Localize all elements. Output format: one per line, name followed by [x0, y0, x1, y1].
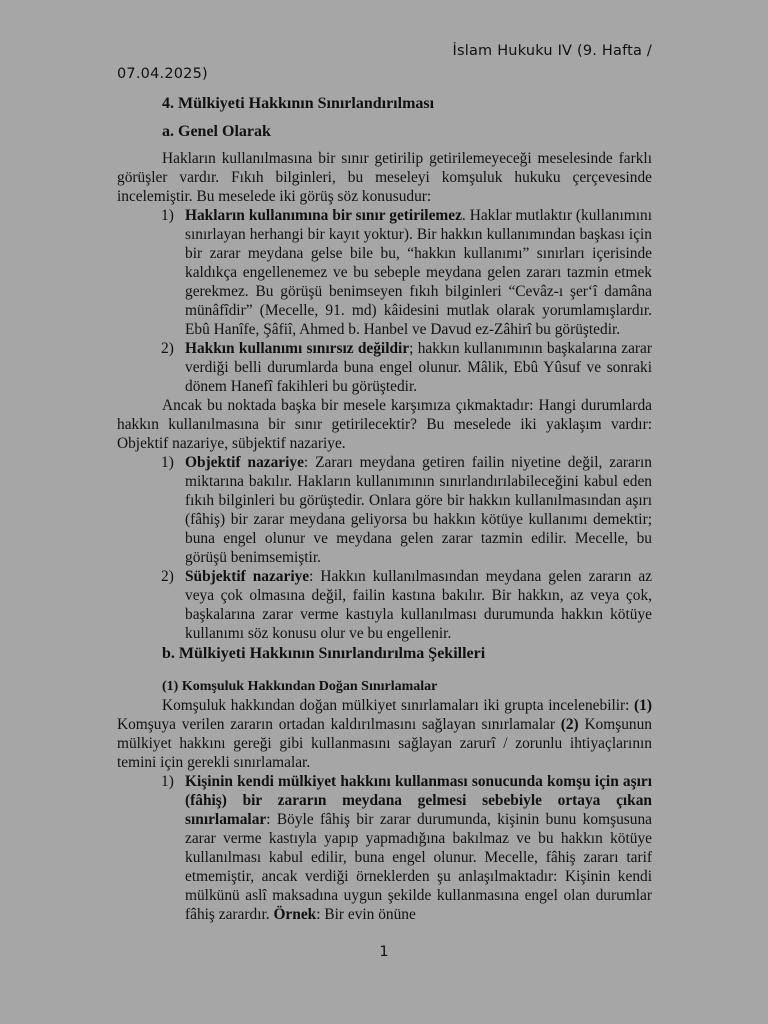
subsection-b-intro [117, 696, 652, 772]
list-number: 1) [161, 773, 174, 790]
list-item [161, 206, 652, 339]
intro-marker-1: (1) [634, 697, 652, 714]
list-item [161, 339, 652, 396]
list-number: 2) [161, 568, 174, 585]
list-item-bold: Kişinin kendi mülkiyet hakkını kullanması sonucunda komşu için aşırı (fâhiş) bir zararın meydana gelmesi sebebiyle ortaya çıkan sınırlamalar [185, 773, 652, 828]
subsection-a-intro: Hakların kullanılmasına bir sınır getirilip getirilemeyeceği meselesinde farklı görüşler vardır. Fıkıh bilginleri, bu meseleyi komşuluk hukuku çerçevesinde incelemiştir. Bu meselede iki görüş söz konusudur: [117, 150, 652, 205]
list-item [161, 772, 652, 924]
list-item [161, 567, 652, 643]
list-number: 1) [161, 207, 174, 224]
list-item-text: : Zararı meydana getiren failin niyetine değil, zararın miktarına bakılır. Hakların kullanımının sınırlandırılabileceğini kabul eden fıkıh bilginleri bu görüştedir. Onlara göre bir hakkın kullanılmasından aşırı (fâhiş) bir zarar meydana geliyorsa bu hakkın kötüye kullanımı demektir; buna engel olunur ve meydana gelen zarar tazmin edilir. Mecelle, bu görüşü benimsemiştir. [185, 454, 652, 566]
theories-list [117, 453, 652, 643]
example-label: Örnek [273, 906, 317, 923]
list-item-bold: Sübjektif nazariye [185, 568, 310, 585]
intro-text: Komşunun mülkiyet hakkını gereği gibi kullanmasını sağlayan zarurî / zorunlu ihtiyaçlarının temini için gerekli sınırlamalar. [117, 716, 652, 771]
intro-text: Komşuya verilen zararın ortadan kaldırılmasını sağlayan sınırlamalar [117, 716, 561, 733]
list-number: 1) [161, 454, 174, 471]
list-item-text: . Haklar mutlaktır (kullanımını sınırlayan herhangi bir kayıt yoktur). Bir hakkın kullanımından başkası için bir zarar meydana gelse bile bu, “hakkın kullanımı” sınırları içerisinde kaldıkça engellenemez ve bu sebeple meydana gelen zararı tazmin etmek gerekmez. Bu görüşü benimseyen fıkıh bilginleri “Cevâz-ı şer‘î damâna münâfîdir” (Mecelle, 91. md) kâidesini mutlak olarak yorumlamışlardır. Ebû Hanîfe, Şâfiî, Ahmed b. Hanbel ve Davud ez-Zâhirî bu görüştedir. [185, 207, 652, 338]
example-text: : Bir evin önüne [316, 906, 416, 923]
intro-marker-2: (2) [560, 716, 579, 733]
subsection-a-title: a. Genel Olarak [162, 123, 271, 140]
page-content [117, 93, 652, 924]
section-title: 4. Mülkiyeti Hakkının Sınırlandırılması [162, 95, 435, 112]
bridge-paragraph: Ancak bu noktada başka bir mesele karşımıza çıkmaktadır: Hangi durumlarda hakkın kullanılmasına bir sınır getirilecektir? Bu meselede iki yaklaşım vardır: Objektif nazariye, sübjektif nazariye. [117, 397, 652, 452]
intro-text: Komşuluk hakkından doğan mülkiyet sınırlamaları iki grupta incelenebilir: [162, 697, 635, 714]
list-item-text: : Böyle fâhiş bir zarar durumunda, kişinin bunu komşusuna zarar verme kastıyla yapıp yapmadığına bakılmaz ve bu hakkın kötüye kullanılması kabul edilir, buna engel olunur. Mecelle, fâhiş zararı tarif etmemiştir, ancak verdiği örneklerden şu anlaşılmaktadır: Kişinin kendi mülkünü aslî maksadına uygun şekilde kullanmasına engel olan durumlar fâhiş zarardır. [185, 811, 652, 923]
header-line-2: 07.04.2025) [117, 66, 208, 82]
document-header [117, 40, 652, 86]
list-number: 2) [161, 340, 174, 357]
subsection-b-title: b. Mülkiyeti Hakkının Sınırlandırılma Şekilleri [162, 645, 486, 662]
views-list [117, 206, 652, 396]
list-item-text: : Hakkın kullanılmasından meydana gelen zararın az veya çok olmasına değil, failin kastına bakılır. Bir hakkın, az veya çok, başkalarına zarar verme kastıyla kullanılması durumunda hakkın kötüye kullanımı söz konusu olur ve bu engellenir. [185, 568, 652, 642]
subsection-b1-title: (1) Komşuluk Hakkından Doğan Sınırlamalar [162, 679, 438, 694]
header-line-1: İslam Hukuku IV (9. Hafta / [452, 43, 652, 59]
list-item-bold: Hakkın kullanımı sınırsız değildir [185, 340, 410, 357]
page-number: 1 [379, 944, 389, 960]
list-item-text: ; hakkın kullanımının başkalarına zarar verdiği belli durumlarda buna engel olunur. Mâlik, Ebû Yûsuf ve sonraki dönem Hanefî fakihleri bu görüştedir. [185, 340, 652, 395]
list-item [161, 453, 652, 567]
limitations-list [117, 772, 652, 924]
list-item-bold: Hakların kullanımına bir sınır getirilemez [185, 207, 462, 224]
list-item-bold: Objektif nazariye [185, 454, 304, 471]
